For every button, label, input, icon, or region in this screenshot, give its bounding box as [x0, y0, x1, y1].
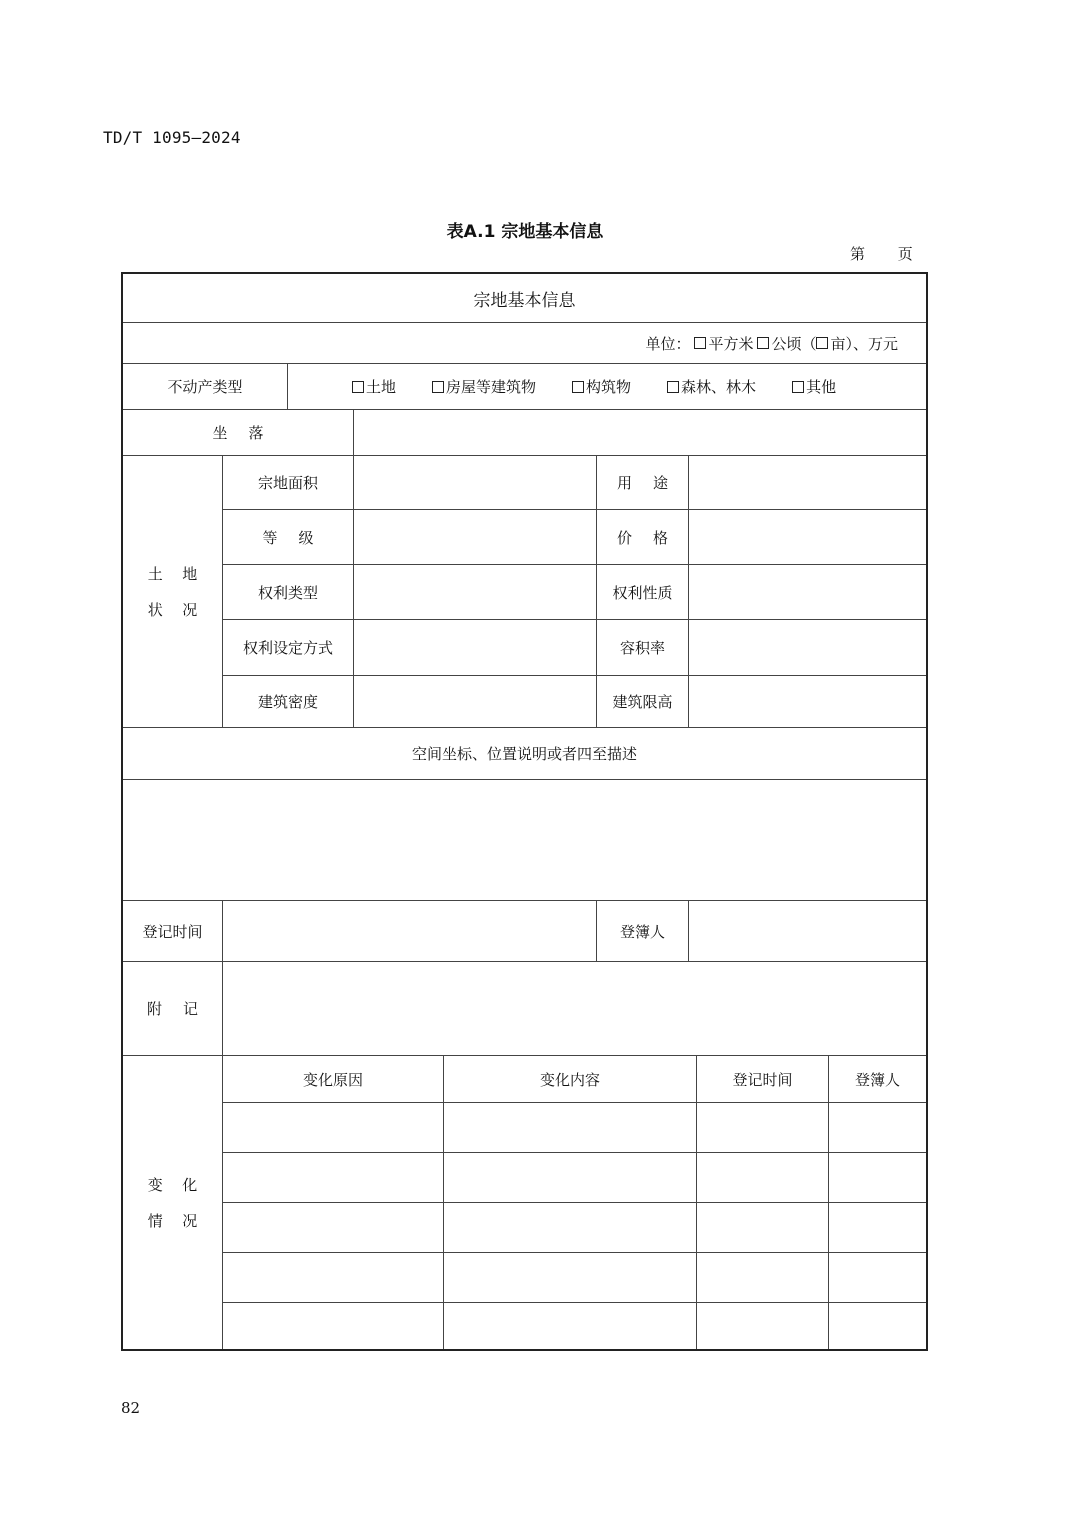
property-type-label-cell	[123, 364, 288, 410]
usage-label: 用途	[597, 456, 689, 510]
right-type-label: 权利类型	[223, 565, 354, 620]
change-content-header: 变化内容	[444, 1056, 697, 1103]
usage-value[interactable]	[689, 456, 926, 510]
checkbox-icon	[667, 381, 679, 393]
change-row-1-content[interactable]	[444, 1103, 697, 1153]
change-row-3-time[interactable]	[697, 1203, 829, 1253]
option-label: 森林、林木	[681, 378, 757, 396]
right-type-value[interactable]	[354, 565, 597, 620]
change-row-1-time[interactable]	[697, 1103, 829, 1153]
right-setting-method-value[interactable]	[354, 620, 597, 676]
change-row-3-reason[interactable]	[223, 1203, 444, 1253]
grade-label: 等级	[223, 510, 354, 565]
changes-label-cell	[123, 1056, 223, 1349]
height-limit-label: 建筑限高	[597, 676, 689, 728]
document-code: TD/T 1095—2024	[103, 128, 241, 147]
property-type-option-building[interactable]	[432, 376, 536, 397]
change-row-5-registrar[interactable]	[829, 1303, 926, 1349]
building-density-value[interactable]	[354, 676, 597, 728]
property-type-option-land[interactable]	[352, 376, 396, 397]
unit-sqm-checkbox[interactable]	[694, 337, 706, 349]
change-row-3-registrar[interactable]	[829, 1203, 926, 1253]
form-heading	[123, 274, 926, 323]
right-nature-value[interactable]	[689, 565, 926, 620]
change-row-4-reason[interactable]	[223, 1253, 444, 1303]
change-row-5-reason[interactable]	[223, 1303, 444, 1349]
registration-time-value[interactable]	[223, 901, 597, 962]
unit-hectare-label: 公顷（	[771, 334, 817, 353]
land-area-label: 宗地面积	[223, 456, 354, 510]
right-nature-label: 权利性质	[597, 565, 689, 620]
property-type-option-structure[interactable]	[572, 376, 631, 397]
change-row-2-content[interactable]	[444, 1153, 697, 1203]
registrar-value[interactable]	[689, 901, 926, 962]
height-limit-value[interactable]	[689, 676, 926, 728]
unit-prefix: 单位：	[645, 334, 691, 353]
change-row-2-registrar[interactable]	[829, 1153, 926, 1203]
property-type-options	[288, 364, 926, 410]
page-label: 第 页	[850, 245, 913, 263]
spatial-description-label: 空间坐标、位置说明或者四至描述	[411, 745, 637, 763]
checkbox-icon	[572, 381, 584, 393]
land-status-label-cell	[123, 456, 223, 728]
location-label-cell	[123, 410, 354, 456]
plot-ratio-value[interactable]	[689, 620, 926, 676]
unit-row	[123, 323, 926, 364]
building-density-label: 建筑密度	[223, 676, 354, 728]
location-label: 坐落	[212, 424, 285, 442]
checkbox-icon	[432, 381, 444, 393]
spatial-description-label-cell	[123, 728, 926, 780]
table-title: 表A.1 宗地基本信息	[446, 222, 604, 242]
spatial-description-value[interactable]	[123, 780, 926, 901]
land-area-value[interactable]	[354, 456, 597, 510]
right-setting-method-label: 权利设定方式	[223, 620, 354, 676]
change-reason-header: 变化原因	[223, 1056, 444, 1103]
change-row-5-time[interactable]	[697, 1303, 829, 1349]
parcel-info-form	[121, 272, 928, 1351]
change-row-1-reason[interactable]	[223, 1103, 444, 1153]
checkbox-icon	[792, 381, 804, 393]
grade-value[interactable]	[354, 510, 597, 565]
change-row-4-registrar[interactable]	[829, 1253, 926, 1303]
land-status-label: 土地 状况	[147, 564, 217, 619]
option-label: 房屋等建筑物	[446, 378, 537, 396]
change-row-2-time[interactable]	[697, 1153, 829, 1203]
change-row-4-content[interactable]	[444, 1253, 697, 1303]
notes-label: 附记	[123, 962, 223, 1056]
property-type-label: 不动产类型	[167, 378, 243, 396]
price-label: 价格	[597, 510, 689, 565]
page-number: 82	[121, 1399, 141, 1417]
changes-label: 变化 情况	[147, 1175, 217, 1230]
property-type-option-forest[interactable]	[667, 376, 756, 397]
change-row-3-content[interactable]	[444, 1203, 697, 1253]
unit-hectare-checkbox[interactable]	[757, 337, 769, 349]
unit-sqm-label: 平方米	[708, 334, 754, 353]
location-value[interactable]	[354, 410, 926, 456]
option-label: 构筑物	[586, 378, 632, 396]
checkbox-icon	[352, 381, 364, 393]
form-heading-text: 宗地基本信息	[473, 290, 576, 311]
price-value[interactable]	[689, 510, 926, 565]
option-label: 土地	[366, 378, 397, 396]
plot-ratio-label: 容积率	[597, 620, 689, 676]
registration-time-label: 登记时间	[123, 901, 223, 962]
unit-selector	[645, 333, 898, 354]
change-reg-time-header: 登记时间	[697, 1056, 829, 1103]
unit-mu-label: 亩）、万元	[830, 334, 898, 353]
unit-mu-checkbox[interactable]	[816, 337, 828, 349]
change-row-1-registrar[interactable]	[829, 1103, 926, 1153]
notes-value[interactable]	[223, 962, 926, 1056]
property-type-option-other[interactable]	[792, 376, 836, 397]
change-registrar-header: 登簿人	[829, 1056, 926, 1103]
option-label: 其他	[806, 378, 837, 396]
change-row-5-content[interactable]	[444, 1303, 697, 1349]
change-row-4-time[interactable]	[697, 1253, 829, 1303]
change-row-2-reason[interactable]	[223, 1153, 444, 1203]
registrar-label: 登簿人	[597, 901, 689, 962]
